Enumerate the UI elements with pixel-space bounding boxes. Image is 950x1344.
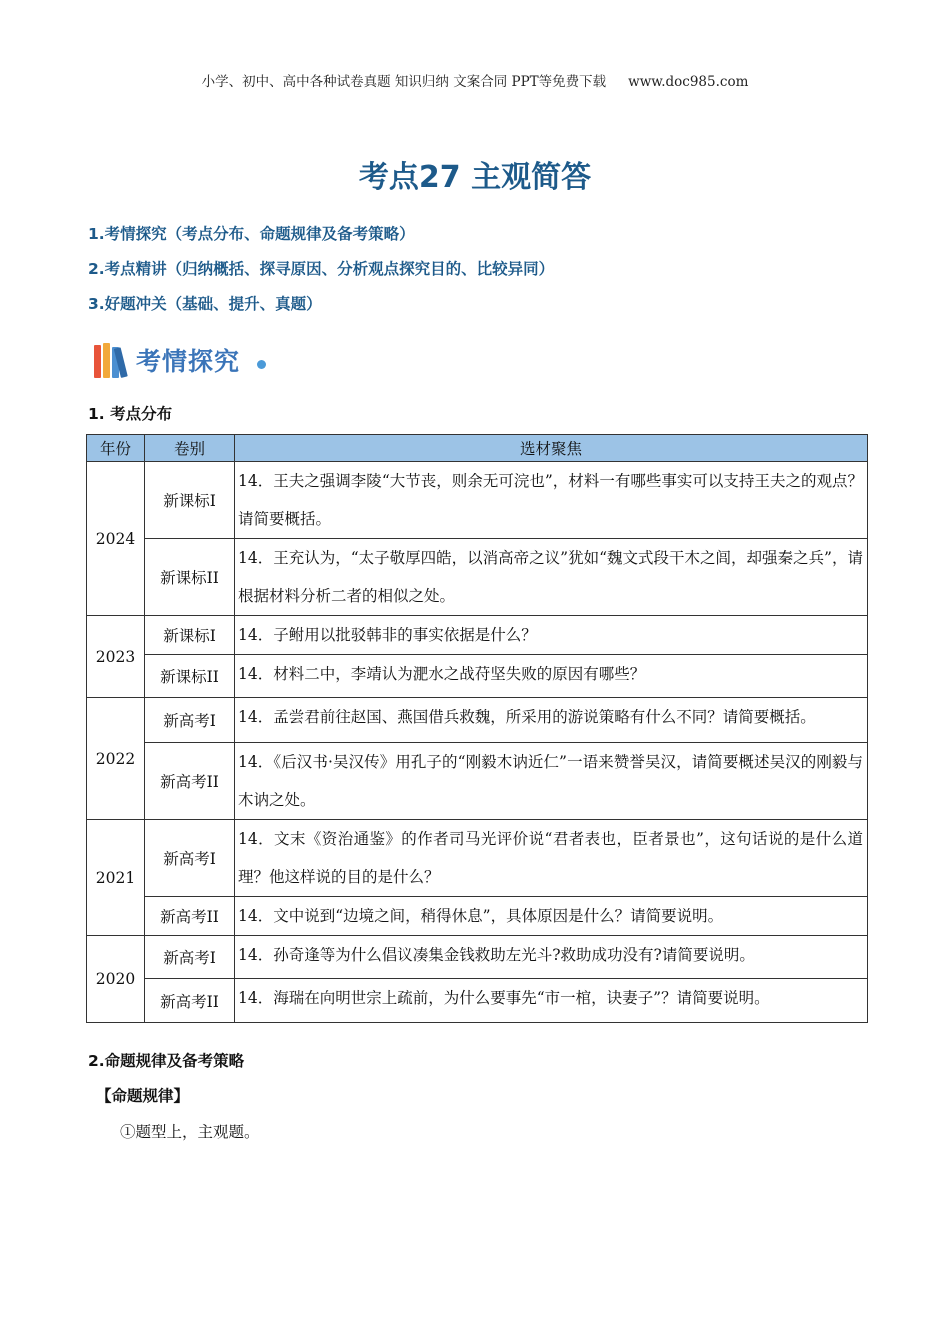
focus-cell: 14．《后汉书·吴汉传》用孔子的“刚毅木讷近仁”一语来赞誉吴汉，请简要概述吴汉的刚毅与木讷之处。 bbox=[235, 743, 868, 820]
paper-cell: 新高考II bbox=[145, 979, 235, 1023]
paper-cell: 新高考II bbox=[145, 743, 235, 820]
year-cell: 2024 bbox=[87, 462, 145, 616]
year-cell: 2020 bbox=[87, 936, 145, 1023]
banner-label: 考情探究 bbox=[136, 347, 241, 376]
toc-item-1: 1.考情探究（考点分布、命题规律及备考策略） bbox=[88, 225, 415, 243]
focus-cell: 14．王夫之强调李陵“大节丧，则余无可浣也”，材料一有哪些事实可以支持王夫之的观点？请简要概括。 bbox=[235, 462, 868, 539]
paper-cell: 新课标I bbox=[145, 616, 235, 655]
year-cell: 2021 bbox=[87, 820, 145, 936]
page-title: 考点27 主观简答 bbox=[358, 160, 592, 195]
distribution-table bbox=[86, 434, 868, 1023]
paper-cell: 新高考I bbox=[145, 936, 235, 979]
rule-item: ①题型上，主观题。 bbox=[120, 1123, 260, 1141]
focus-cell: 14．孟尝君前往赵国、燕国借兵救魏，所采用的游说策略有什么不同？请简要概括。 bbox=[235, 698, 868, 743]
table-row bbox=[87, 698, 868, 743]
table-row bbox=[87, 616, 868, 655]
table-row bbox=[87, 462, 868, 539]
paper-cell: 新高考I bbox=[145, 820, 235, 897]
paper-cell: 新高考II bbox=[145, 897, 235, 936]
paper-cell: 新课标II bbox=[145, 539, 235, 616]
focus-cell: 14．海瑞在向明世宗上疏前，为什么要事先“市一棺，诀妻子”？请简要说明。 bbox=[235, 979, 868, 1023]
rules-label: 【命题规律】 bbox=[96, 1087, 190, 1105]
section-banner bbox=[92, 340, 282, 380]
table-row bbox=[87, 539, 868, 616]
header-focus: 选材聚焦 bbox=[235, 435, 868, 462]
section-heading-rules: 2.命题规律及备考策略 bbox=[88, 1052, 245, 1070]
toc-item-2: 2.考点精讲（归纳概括、探寻原因、分析观点探究目的、比较异同） bbox=[88, 260, 555, 278]
paper-cell: 新高考I bbox=[145, 698, 235, 743]
focus-cell: 14．孙奇逢等为什么倡议凑集金钱救助左光斗?救助成功没有?请简要说明。 bbox=[235, 936, 868, 979]
focus-cell: 14．子鲋用以批驳韩非的事实依据是什么？ bbox=[235, 616, 868, 655]
table-row bbox=[87, 936, 868, 979]
table-header-row bbox=[87, 435, 868, 462]
header-paper: 卷别 bbox=[145, 435, 235, 462]
header-text: 小学、初中、高中各种试卷真题 知识归纳 文案合同 PPT等免费下载 bbox=[201, 74, 607, 90]
focus-cell: 14．材料二中，李靖认为淝水之战苻坚失败的原因有哪些？ bbox=[235, 655, 868, 698]
dot-icon bbox=[257, 360, 266, 369]
focus-cell: 14．文中说到“边境之间，稍得休息”，具体原因是什么？请简要说明。 bbox=[235, 897, 868, 936]
header-year: 年份 bbox=[87, 435, 145, 462]
focus-cell: 14．王充认为，“太子敬厚四皓，以消高帝之议”犹如“魏文式段干木之闾，却强秦之兵”，请根据材料分析二者的相似之处。 bbox=[235, 539, 868, 616]
paper-cell: 新课标II bbox=[145, 655, 235, 698]
toc-item-3: 3.好题冲关（基础、提升、真题） bbox=[88, 295, 322, 313]
header-url[interactable]: www.doc985.com bbox=[628, 74, 749, 90]
paper-cell: 新课标I bbox=[145, 462, 235, 539]
table-row bbox=[87, 743, 868, 820]
year-cell: 2023 bbox=[87, 616, 145, 698]
section-heading-distribution: 1. 考点分布 bbox=[88, 405, 173, 423]
books-icon bbox=[92, 342, 132, 378]
year-cell: 2022 bbox=[87, 698, 145, 820]
page-header bbox=[0, 70, 950, 90]
focus-cell: 14．文末《资治通鉴》的作者司马光评价说“君者表也，臣者景也”，这句话说的是什么道理？他这样说的目的是什么？ bbox=[235, 820, 868, 897]
table-row bbox=[87, 820, 868, 897]
table-row bbox=[87, 979, 868, 1023]
table-row bbox=[87, 655, 868, 698]
table-row bbox=[87, 897, 868, 936]
